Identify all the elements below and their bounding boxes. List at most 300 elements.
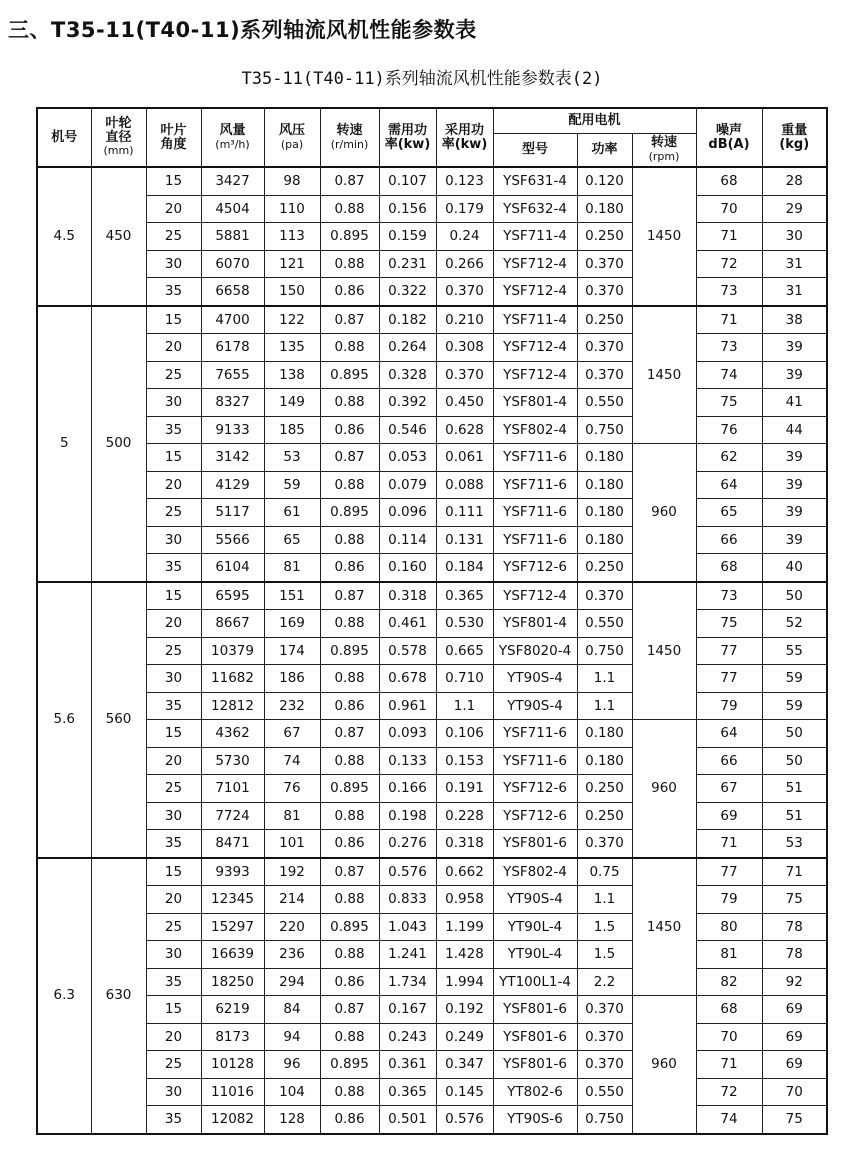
header-speed: 转速 (r/min) (320, 108, 379, 167)
cell-flow: 6658 (201, 278, 264, 306)
cell-noise: 73 (696, 582, 762, 610)
cell-flow: 12082 (201, 1106, 264, 1134)
cell-weight: 39 (762, 499, 827, 527)
cell-pressure: 76 (264, 775, 320, 803)
cell-angle: 25 (146, 637, 201, 665)
cell-pressure: 101 (264, 830, 320, 858)
cell-power: 0.370 (577, 996, 632, 1024)
cell-noise: 80 (696, 913, 762, 941)
cell-adopt-power: 0.308 (436, 334, 493, 362)
cell-power: 0.370 (577, 1051, 632, 1079)
table-row (37, 250, 827, 278)
header-motor-model: 型号 (493, 134, 577, 168)
cell-weight: 53 (762, 830, 827, 858)
cell-noise: 79 (696, 886, 762, 914)
cell-power: 0.750 (577, 416, 632, 444)
cell-req-power: 0.231 (379, 250, 436, 278)
cell-req-power: 0.322 (379, 278, 436, 306)
cell-model: YSF801-6 (493, 830, 577, 858)
cell-power: 0.750 (577, 637, 632, 665)
cell-weight: 39 (762, 526, 827, 554)
cell-model: YT90S-4 (493, 886, 577, 914)
cell-flow: 4362 (201, 720, 264, 748)
cell-speed: 0.87 (320, 996, 379, 1024)
cell-adopt-power: 0.153 (436, 747, 493, 775)
cell-speed: 0.895 (320, 637, 379, 665)
cell-adopt-power: 0.576 (436, 1106, 493, 1134)
cell-speed: 0.88 (320, 250, 379, 278)
cell-speed: 0.88 (320, 1023, 379, 1051)
cell-noise: 76 (696, 416, 762, 444)
cell-pressure: 174 (264, 637, 320, 665)
table-row (37, 444, 827, 472)
cell-model: YT90S-6 (493, 1106, 577, 1134)
cell-flow: 12345 (201, 886, 264, 914)
cell-power: 0.75 (577, 858, 632, 886)
cell-power: 0.550 (577, 1078, 632, 1106)
cell-noise: 70 (696, 195, 762, 223)
cell-weight: 92 (762, 968, 827, 996)
cell-req-power: 1.043 (379, 913, 436, 941)
table-row (37, 582, 827, 610)
cell-speed: 0.87 (320, 720, 379, 748)
cell-model: YSF712-6 (493, 775, 577, 803)
cell-angle: 35 (146, 692, 201, 720)
cell-flow: 3142 (201, 444, 264, 472)
header-motor-group: 配用电机 (493, 108, 696, 134)
table-row (37, 223, 827, 251)
cell-req-power: 0.053 (379, 444, 436, 472)
cell-power: 0.370 (577, 582, 632, 610)
cell-power: 0.180 (577, 747, 632, 775)
cell-req-power: 1.241 (379, 941, 436, 969)
cell-speed: 0.895 (320, 361, 379, 389)
cell-model: YT90S-4 (493, 665, 577, 693)
cell-flow: 4700 (201, 306, 264, 334)
cell-noise: 68 (696, 167, 762, 195)
cell-noise: 69 (696, 802, 762, 830)
cell-weight: 30 (762, 223, 827, 251)
cell-power: 0.250 (577, 775, 632, 803)
cell-flow: 5730 (201, 747, 264, 775)
cell-power: 0.250 (577, 306, 632, 334)
cell-flow: 8173 (201, 1023, 264, 1051)
header-flow: 风量 (m³/h) (201, 108, 264, 167)
cell-adopt-power: 0.662 (436, 858, 493, 886)
cell-pressure: 61 (264, 499, 320, 527)
cell-angle: 15 (146, 996, 201, 1024)
cell-speed: 0.895 (320, 223, 379, 251)
header-pressure: 风压 (pa) (264, 108, 320, 167)
cell-pressure: 169 (264, 610, 320, 638)
cell-req-power: 0.096 (379, 499, 436, 527)
table-row (37, 167, 827, 195)
table-row (37, 1051, 827, 1079)
cell-req-power: 0.546 (379, 416, 436, 444)
cell-model: YSF712-4 (493, 582, 577, 610)
cell-speed: 0.88 (320, 334, 379, 362)
cell-speed: 0.87 (320, 167, 379, 195)
cell-angle: 15 (146, 858, 201, 886)
cell-speed: 0.88 (320, 526, 379, 554)
cell-req-power: 0.576 (379, 858, 436, 886)
cell-req-power: 0.678 (379, 665, 436, 693)
cell-adopt-power: 0.249 (436, 1023, 493, 1051)
cell-noise: 71 (696, 223, 762, 251)
cell-power: 0.250 (577, 802, 632, 830)
cell-weight: 39 (762, 471, 827, 499)
cell-angle: 25 (146, 913, 201, 941)
table-row (37, 389, 827, 417)
cell-power: 0.750 (577, 1106, 632, 1134)
cell-angle: 25 (146, 775, 201, 803)
cell-speed: 0.86 (320, 416, 379, 444)
cell-model: YSF711-6 (493, 499, 577, 527)
cell-angle: 30 (146, 250, 201, 278)
cell-angle: 30 (146, 941, 201, 969)
table-row (37, 499, 827, 527)
cell-power: 0.370 (577, 334, 632, 362)
cell-req-power: 0.328 (379, 361, 436, 389)
cell-flow: 10379 (201, 637, 264, 665)
cell-weight: 31 (762, 278, 827, 306)
cell-weight: 75 (762, 886, 827, 914)
cell-pressure: 220 (264, 913, 320, 941)
cell-flow: 6178 (201, 334, 264, 362)
cell-adopt-power: 0.347 (436, 1051, 493, 1079)
cell-flow: 16639 (201, 941, 264, 969)
cell-weight: 69 (762, 996, 827, 1024)
cell-adopt-power: 0.123 (436, 167, 493, 195)
cell-power: 0.550 (577, 389, 632, 417)
cell-adopt-power: 1.199 (436, 913, 493, 941)
cell-pressure: 294 (264, 968, 320, 996)
cell-motor-rpm: 960 (632, 720, 696, 858)
cell-adopt-power: 0.106 (436, 720, 493, 748)
header-motor-power: 功率 (577, 134, 632, 168)
table-row (37, 968, 827, 996)
cell-adopt-power: 0.191 (436, 775, 493, 803)
cell-pressure: 59 (264, 471, 320, 499)
cell-adopt-power: 1.428 (436, 941, 493, 969)
cell-noise: 65 (696, 499, 762, 527)
cell-angle: 25 (146, 361, 201, 389)
cell-pressure: 122 (264, 306, 320, 334)
cell-weight: 31 (762, 250, 827, 278)
cell-diameter: 450 (91, 167, 146, 306)
cell-req-power: 0.166 (379, 775, 436, 803)
table-row (37, 195, 827, 223)
header-required-power: 需用功 率(kw) (379, 108, 436, 167)
cell-noise: 81 (696, 941, 762, 969)
table-row (37, 665, 827, 693)
table-row (37, 306, 827, 334)
cell-pressure: 67 (264, 720, 320, 748)
cell-model: YT802-6 (493, 1078, 577, 1106)
cell-adopt-power: 0.628 (436, 416, 493, 444)
cell-noise: 66 (696, 747, 762, 775)
cell-flow: 12812 (201, 692, 264, 720)
cell-angle: 35 (146, 1106, 201, 1134)
cell-pressure: 128 (264, 1106, 320, 1134)
cell-power: 0.180 (577, 499, 632, 527)
cell-power: 1.1 (577, 886, 632, 914)
cell-flow: 7655 (201, 361, 264, 389)
cell-angle: 25 (146, 499, 201, 527)
cell-adopt-power: 1.994 (436, 968, 493, 996)
cell-model: YSF711-6 (493, 720, 577, 748)
cell-power: 0.370 (577, 1023, 632, 1051)
cell-angle: 25 (146, 223, 201, 251)
cell-weight: 51 (762, 802, 827, 830)
cell-pressure: 113 (264, 223, 320, 251)
table-row (37, 1078, 827, 1106)
cell-req-power: 0.160 (379, 554, 436, 582)
table-row (37, 1023, 827, 1051)
cell-req-power: 0.079 (379, 471, 436, 499)
cell-req-power: 0.264 (379, 334, 436, 362)
cell-power: 1.1 (577, 665, 632, 693)
cell-power: 0.250 (577, 223, 632, 251)
cell-noise: 71 (696, 306, 762, 334)
cell-flow: 9393 (201, 858, 264, 886)
cell-noise: 79 (696, 692, 762, 720)
header-motor-speed: 转速 (rpm) (632, 134, 696, 168)
cell-angle: 15 (146, 444, 201, 472)
cell-weight: 39 (762, 444, 827, 472)
cell-flow: 3427 (201, 167, 264, 195)
cell-speed: 0.88 (320, 802, 379, 830)
cell-pressure: 186 (264, 665, 320, 693)
cell-flow: 10128 (201, 1051, 264, 1079)
cell-req-power: 0.133 (379, 747, 436, 775)
cell-model: YSF712-4 (493, 250, 577, 278)
cell-model: YSF712-4 (493, 334, 577, 362)
cell-pressure: 81 (264, 802, 320, 830)
cell-weight: 28 (762, 167, 827, 195)
cell-req-power: 0.318 (379, 582, 436, 610)
cell-speed: 0.895 (320, 499, 379, 527)
cell-noise: 72 (696, 250, 762, 278)
cell-angle: 35 (146, 830, 201, 858)
cell-req-power: 0.107 (379, 167, 436, 195)
cell-angle: 15 (146, 582, 201, 610)
cell-power: 0.180 (577, 526, 632, 554)
cell-req-power: 0.198 (379, 802, 436, 830)
cell-weight: 78 (762, 913, 827, 941)
header-noise: 噪声 dB(A) (696, 108, 762, 167)
cell-speed: 0.86 (320, 968, 379, 996)
cell-pressure: 150 (264, 278, 320, 306)
cell-speed: 0.88 (320, 610, 379, 638)
cell-power: 0.550 (577, 610, 632, 638)
cell-angle: 35 (146, 554, 201, 582)
table-row (37, 334, 827, 362)
cell-adopt-power: 0.450 (436, 389, 493, 417)
cell-weight: 50 (762, 582, 827, 610)
cell-diameter: 630 (91, 858, 146, 1134)
cell-model: YSF631-4 (493, 167, 577, 195)
cell-adopt-power: 0.179 (436, 195, 493, 223)
table-row (37, 278, 827, 306)
table-row (37, 692, 827, 720)
header-blade-angle: 叶片 角度 (146, 108, 201, 167)
cell-noise: 82 (696, 968, 762, 996)
cell-speed: 0.86 (320, 692, 379, 720)
cell-motor-rpm: 960 (632, 444, 696, 582)
cell-motor-rpm: 1450 (632, 306, 696, 444)
cell-flow: 8667 (201, 610, 264, 638)
cell-noise: 75 (696, 610, 762, 638)
cell-req-power: 0.182 (379, 306, 436, 334)
header-impeller-diameter: 叶轮 直径 (mm) (91, 108, 146, 167)
cell-pressure: 149 (264, 389, 320, 417)
cell-flow: 7101 (201, 775, 264, 803)
cell-angle: 20 (146, 195, 201, 223)
cell-req-power: 0.093 (379, 720, 436, 748)
table-row (37, 886, 827, 914)
cell-adopt-power: 1.1 (436, 692, 493, 720)
cell-power: 0.120 (577, 167, 632, 195)
cell-weight: 44 (762, 416, 827, 444)
cell-model: YT90L-4 (493, 913, 577, 941)
cell-speed: 0.88 (320, 389, 379, 417)
cell-diameter: 500 (91, 306, 146, 582)
cell-flow: 11682 (201, 665, 264, 693)
table-row (37, 610, 827, 638)
cell-jihao: 6.3 (37, 858, 91, 1134)
cell-req-power: 0.361 (379, 1051, 436, 1079)
cell-adopt-power: 0.228 (436, 802, 493, 830)
table-caption: T35-11(T40-11)系列轴流风机性能参数表(2) (241, 69, 603, 89)
cell-speed: 0.895 (320, 1051, 379, 1079)
cell-motor-rpm: 1450 (632, 858, 696, 996)
header-jihao: 机号 (37, 108, 91, 167)
cell-weight: 38 (762, 306, 827, 334)
cell-model: YSF801-4 (493, 610, 577, 638)
cell-flow: 6595 (201, 582, 264, 610)
table-row (37, 416, 827, 444)
cell-pressure: 53 (264, 444, 320, 472)
cell-speed: 0.88 (320, 195, 379, 223)
cell-power: 0.370 (577, 361, 632, 389)
cell-jihao: 5 (37, 306, 91, 582)
cell-req-power: 0.833 (379, 886, 436, 914)
cell-pressure: 121 (264, 250, 320, 278)
table-row (37, 858, 827, 886)
cell-angle: 20 (146, 471, 201, 499)
cell-adopt-power: 0.145 (436, 1078, 493, 1106)
table-row (37, 554, 827, 582)
cell-speed: 0.86 (320, 830, 379, 858)
cell-weight: 69 (762, 1023, 827, 1051)
cell-req-power: 0.461 (379, 610, 436, 638)
cell-pressure: 104 (264, 1078, 320, 1106)
cell-pressure: 65 (264, 526, 320, 554)
cell-speed: 0.87 (320, 444, 379, 472)
cell-adopt-power: 0.530 (436, 610, 493, 638)
cell-pressure: 151 (264, 582, 320, 610)
cell-adopt-power: 0.192 (436, 996, 493, 1024)
cell-model: YSF712-4 (493, 361, 577, 389)
cell-pressure: 214 (264, 886, 320, 914)
cell-noise: 74 (696, 361, 762, 389)
cell-model: YSF711-6 (493, 444, 577, 472)
cell-adopt-power: 0.710 (436, 665, 493, 693)
cell-weight: 70 (762, 1078, 827, 1106)
cell-power: 1.1 (577, 692, 632, 720)
table-row (37, 941, 827, 969)
cell-adopt-power: 0.061 (436, 444, 493, 472)
cell-model: YSF711-4 (493, 306, 577, 334)
cell-req-power: 0.159 (379, 223, 436, 251)
cell-model: YSF801-6 (493, 996, 577, 1024)
cell-weight: 69 (762, 1051, 827, 1079)
cell-flow: 4504 (201, 195, 264, 223)
cell-weight: 51 (762, 775, 827, 803)
cell-noise: 71 (696, 830, 762, 858)
cell-angle: 25 (146, 1051, 201, 1079)
cell-flow: 9133 (201, 416, 264, 444)
cell-weight: 29 (762, 195, 827, 223)
cell-speed: 0.87 (320, 858, 379, 886)
table-row (37, 471, 827, 499)
cell-noise: 70 (696, 1023, 762, 1051)
cell-model: YSF8020-4 (493, 637, 577, 665)
table-row (37, 1106, 827, 1134)
cell-weight: 71 (762, 858, 827, 886)
cell-motor-rpm: 1450 (632, 167, 696, 306)
cell-noise: 66 (696, 526, 762, 554)
cell-speed: 0.895 (320, 775, 379, 803)
cell-angle: 35 (146, 278, 201, 306)
cell-speed: 0.87 (320, 582, 379, 610)
cell-pressure: 110 (264, 195, 320, 223)
cell-adopt-power: 0.365 (436, 582, 493, 610)
cell-pressure: 98 (264, 167, 320, 195)
cell-adopt-power: 0.958 (436, 886, 493, 914)
header-weight: 重量 (kg) (762, 108, 827, 167)
cell-angle: 30 (146, 1078, 201, 1106)
table-row (37, 996, 827, 1024)
cell-angle: 20 (146, 610, 201, 638)
cell-speed: 0.88 (320, 1078, 379, 1106)
cell-noise: 75 (696, 389, 762, 417)
cell-angle: 30 (146, 802, 201, 830)
cell-power: 0.180 (577, 471, 632, 499)
table-body (37, 167, 827, 1134)
cell-weight: 59 (762, 665, 827, 693)
cell-noise: 64 (696, 471, 762, 499)
cell-model: YSF712-4 (493, 278, 577, 306)
cell-model: YSF711-6 (493, 526, 577, 554)
cell-flow: 8327 (201, 389, 264, 417)
cell-weight: 39 (762, 361, 827, 389)
cell-weight: 40 (762, 554, 827, 582)
cell-flow: 5117 (201, 499, 264, 527)
cell-power: 0.180 (577, 195, 632, 223)
cell-angle: 30 (146, 389, 201, 417)
cell-adopt-power: 0.370 (436, 361, 493, 389)
cell-speed: 0.88 (320, 665, 379, 693)
cell-req-power: 0.392 (379, 389, 436, 417)
cell-pressure: 96 (264, 1051, 320, 1079)
cell-weight: 41 (762, 389, 827, 417)
cell-pressure: 94 (264, 1023, 320, 1051)
cell-power: 0.370 (577, 830, 632, 858)
cell-weight: 39 (762, 334, 827, 362)
table-row (37, 802, 827, 830)
